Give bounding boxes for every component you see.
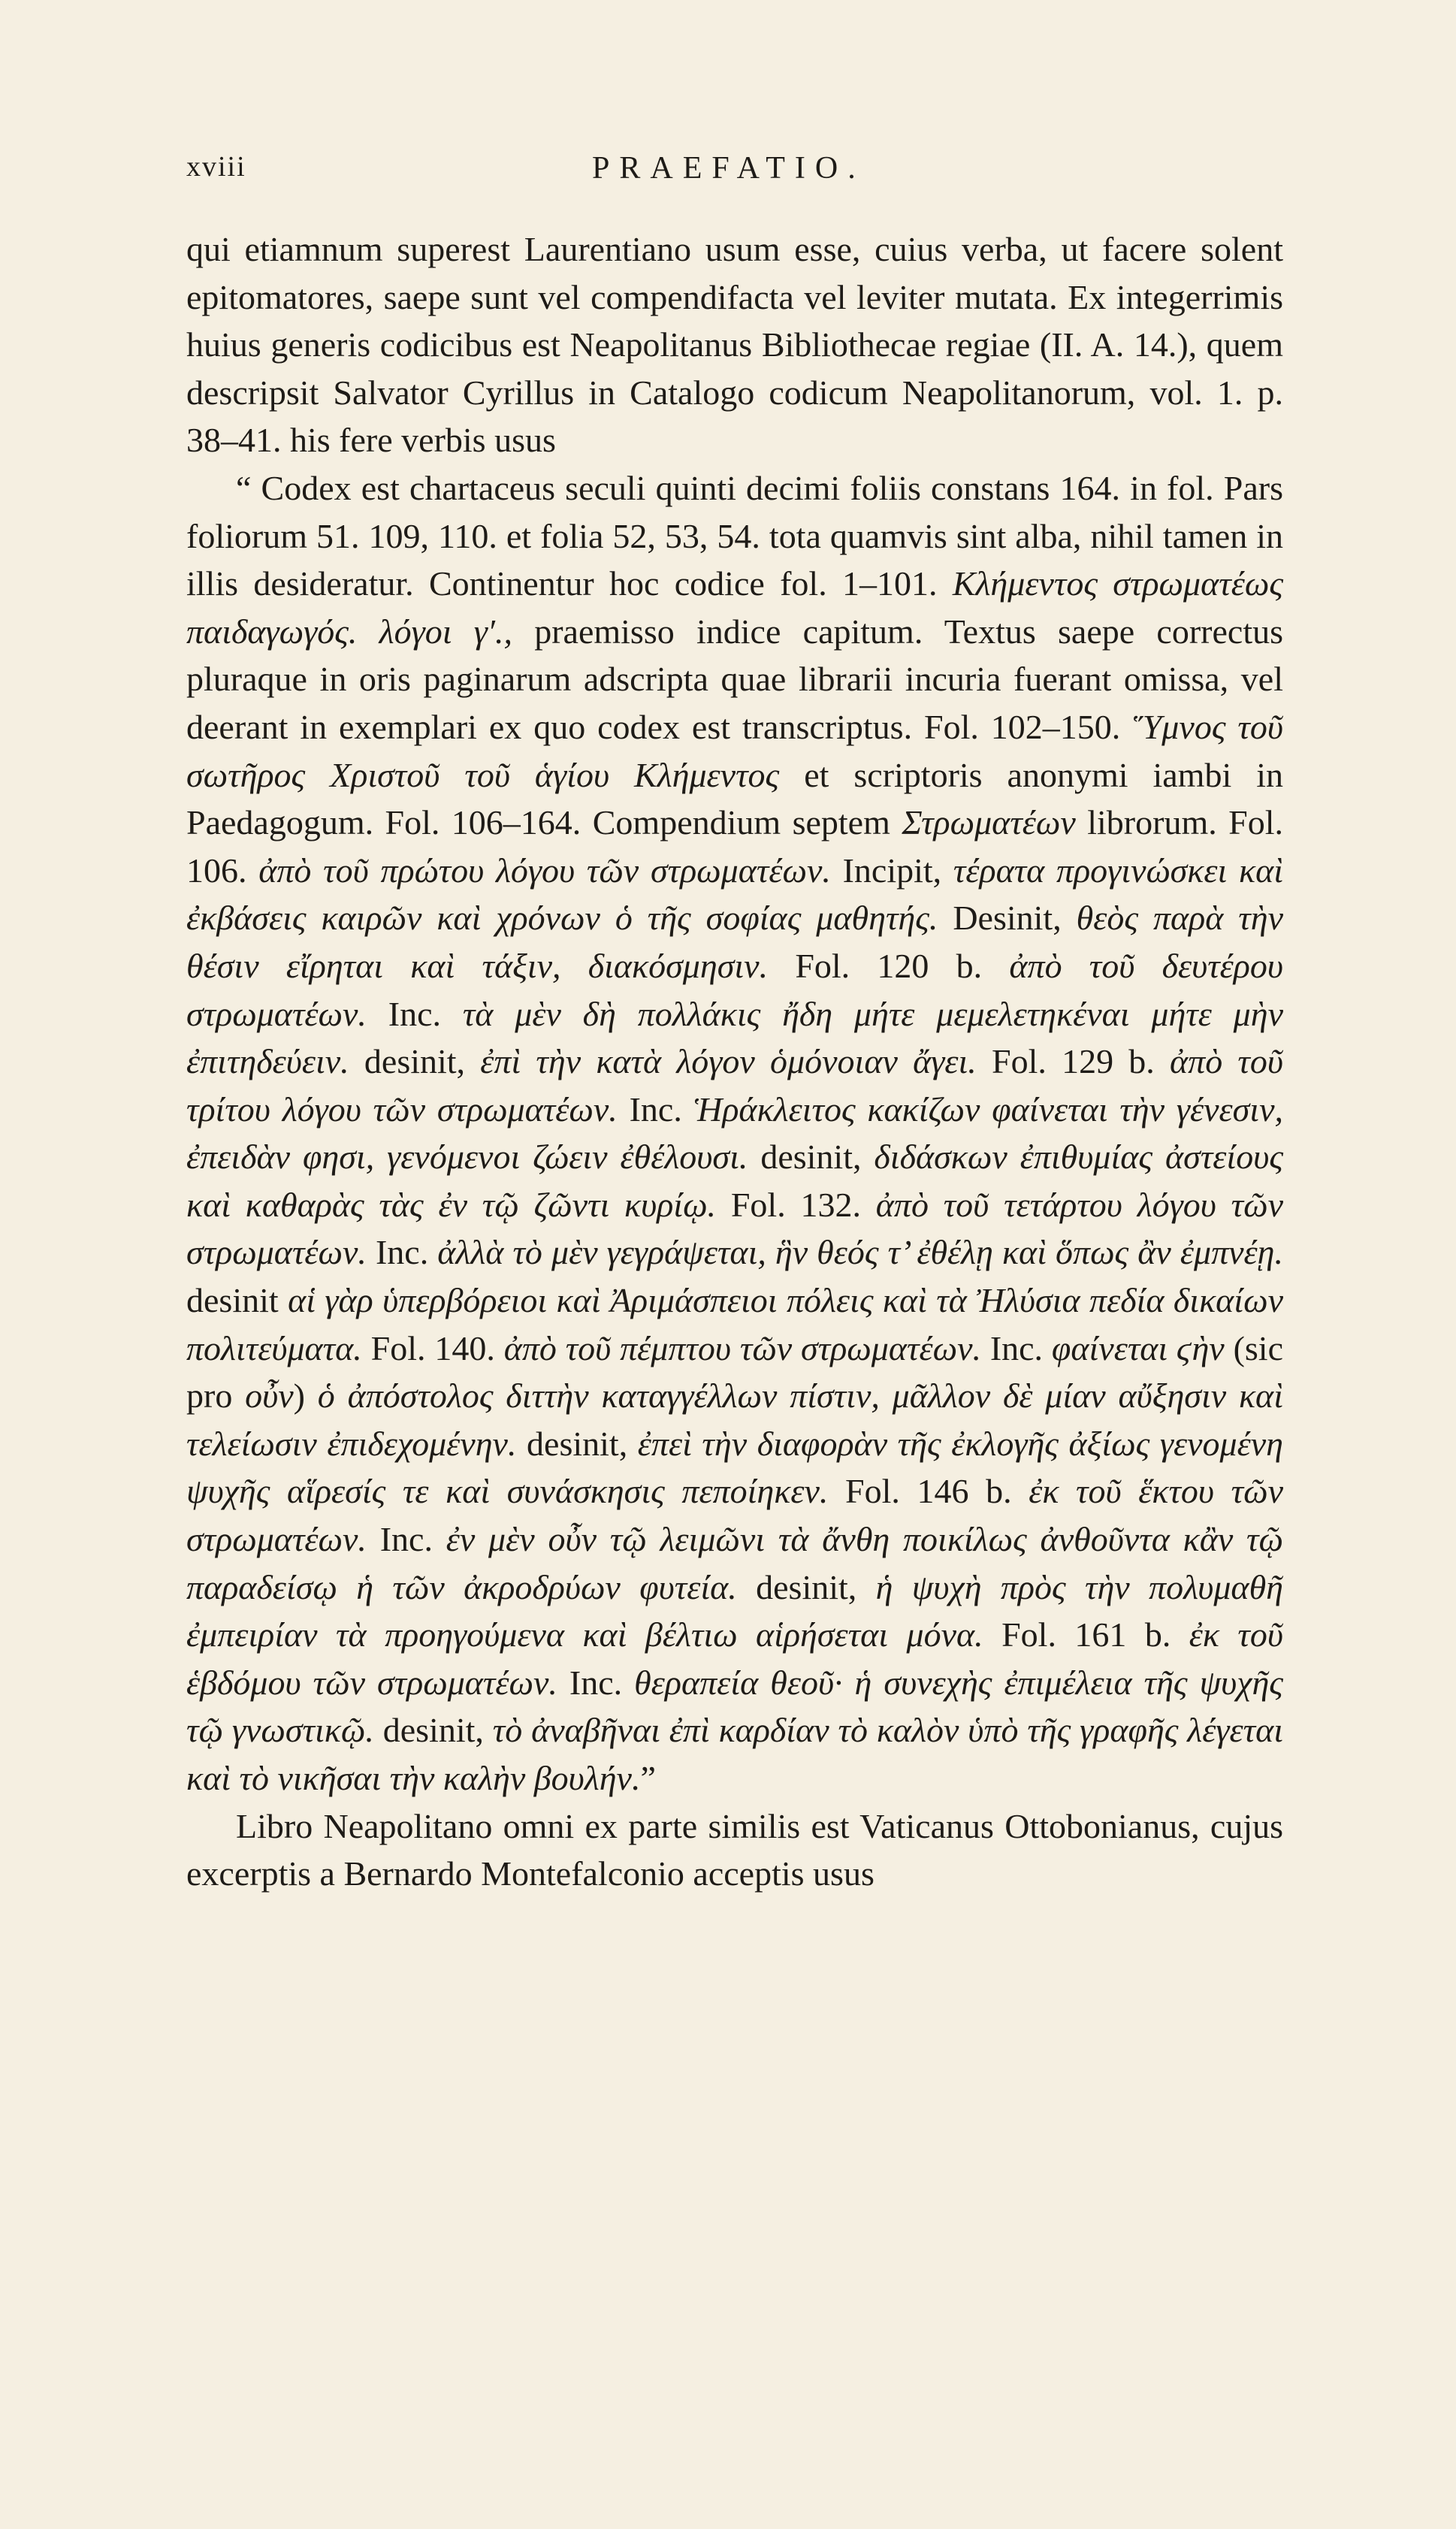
- paragraph-vaticanus: [186, 1802, 1283, 1898]
- greek-text: ἀπὸ τοῦ δευτέρου στρωματέων.: [186, 946, 1283, 1033]
- latin-text: Libro Neapolitano omni ex parte similis est Vaticanus Ottobonianus, cujus excerptis a Bernardo Montefalconio acceptis usus: [186, 1806, 1283, 1893]
- latin-text: Desinit,: [938, 899, 1077, 938]
- greek-text: ἀπὸ τοῦ τρίτου λόγου τῶν στρωματέων.: [186, 1042, 1283, 1129]
- latin-text: et scriptoris anonymi iambi in Paedagogum. Fol. 106–164. Compendium septem: [186, 755, 1283, 842]
- greek-text: θεραπεία θεοῦ· ἡ συνεχὴς ἐπιμέλεια τῆς ψυχῆς τῷ γνωστικῷ.: [186, 1663, 1283, 1750]
- greek-text: διδάσκων ἐπιθυμίας ἀστείους καὶ καθαρὰς τὰς ἐν τῷ ζῶντι κυρίῳ.: [186, 1138, 1283, 1224]
- latin-text: desinit,: [349, 1042, 481, 1081]
- latin-text: Inc.: [557, 1663, 635, 1702]
- greek-text: τὰ μὲν δὴ πολλάκις ἤδη μήτε μεμελετηκέναι μήτε μὴν ἐπιτηδεύειν.: [186, 994, 1283, 1081]
- greek-text: ἐκ τοῦ ἑβδόμου τῶν στρωματέων.: [186, 1615, 1283, 1702]
- latin-text: Fol. 161 b.: [983, 1615, 1189, 1654]
- latin-text: Inc.: [366, 994, 463, 1033]
- greek-text: Κλήμεντος στρωματέως παιδαγωγός. λόγοι γ′.,: [186, 564, 1283, 651]
- greek-text: τέρατα προγινώσκει καὶ ἐκβάσεις καιρῶν καὶ χρόνων ὁ τῆς σοφίας μαθητής.: [186, 851, 1283, 938]
- greek-text: ἀπὸ τοῦ πρώτου λόγου τῶν στρωματέων.: [258, 851, 831, 890]
- latin-text: ”: [640, 1759, 656, 1797]
- latin-text: desinit,: [373, 1711, 493, 1750]
- latin-text: Inc.: [617, 1089, 694, 1129]
- paragraph-codex-quotation: [186, 464, 1283, 1802]
- page-header: [186, 150, 1283, 195]
- greek-text: αἱ γὰρ ὑπερβόρειοι καὶ Ἀριμάσπειοι πόλεις καὶ τὰ Ἠλύσια πεδία δικαίων πολιτεύματα.: [186, 1281, 1283, 1367]
- greek-text: Στρωματέων: [902, 803, 1076, 842]
- greek-text: φαίνεται ϛὴν: [1051, 1328, 1225, 1367]
- latin-text: Inc.: [980, 1328, 1052, 1367]
- paragraph-intro: [186, 225, 1283, 464]
- latin-text: Fol. 129 b.: [976, 1042, 1170, 1081]
- latin-text: Fol. 120 b.: [768, 946, 1010, 985]
- greek-text: ἡ ψυχὴ πρὸς τὴν πολυμαθῆ ἐμπειρίαν τὰ προηγούμενα καὶ βέλτιω αἱρήσεται μόνα.: [186, 1567, 1283, 1654]
- latin-text: desinit,: [748, 1138, 875, 1177]
- greek-text: ἀπὸ τοῦ πέμπτου τῶν στρωματέων.: [503, 1328, 981, 1367]
- greek-text: θεὸς παρὰ τὴν θέσιν εἴρηται καὶ τάξιν, διακόσμησιν.: [186, 899, 1283, 985]
- greek-text: Ἡράκλειτος κακίζων φαίνεται τὴν γένεσιν, ἐπειδὰν φησι, γενόμενοι ζώειν ἐθέλουσι.: [186, 1089, 1283, 1177]
- latin-text: desinit,: [736, 1567, 876, 1606]
- greek-text: ἐκ τοῦ ἕκτου τῶν στρωματέων.: [186, 1472, 1283, 1559]
- greek-text: ὁ ἀπόστολος διττὴν καταγγέλλων πίστιν, μᾶλλον δὲ μίαν αὔξησιν καὶ τελείωσιν ἐπιδεχομένην.: [186, 1376, 1283, 1463]
- latin-text: Fol. 140.: [361, 1328, 504, 1367]
- greek-text: οὖν: [245, 1376, 294, 1416]
- running-title: PRAEFATIO.: [592, 151, 865, 186]
- latin-text: desinit,: [516, 1424, 638, 1463]
- latin-text: (sic pro: [186, 1328, 1283, 1416]
- latin-text: qui etiamnum superest Laurentiano usum esse, cuius verba, ut facere solent epitomatores, saepe sunt vel compendifacta vel leviter mutata. Ex integerrimis huius generis codicibus est Neapolitanus Bibliothecae regiae (II. A. 14.), quem descripsit Salvator Cyrillus in Catalogo codicum Neapolitanorum, vol. 1. p. 38–41. his fere verbis usus: [186, 230, 1283, 460]
- body-text: [186, 225, 1283, 1898]
- greek-text: τὸ ἀναβῆναι ἐπὶ καρδίαν τὸ καλὸν ὑπὸ τῆς γραφῆς λέγεται καὶ τὸ νικῆσαι τὴν καλὴν βουλήν.: [186, 1711, 1283, 1797]
- page-number: xviii: [186, 151, 246, 183]
- greek-text: ἐν μὲν οὖν τῷ λειμῶνι τὰ ἄνθη ποικίλως ἀνθοῦντα κἂν τῷ παραδείσῳ ἡ τῶν ἀκροδρύων φυτεία.: [186, 1520, 1283, 1606]
- latin-text: Incipit,: [830, 851, 953, 890]
- greek-text: ἐπεὶ τὴν διαφορὰν τῆς ἐκλογῆς ἀξίως γενομένη ψυχῆς αἵρεσίς τε καὶ συνάσκησις πεποίηκεν.: [186, 1424, 1283, 1511]
- latin-text: librorum. Fol. 106.: [186, 803, 1284, 890]
- latin-text: desinit: [186, 1281, 288, 1320]
- latin-text: “ Codex est chartaceus seculi quinti decimi foliis constans 164. in fol. Pars foliorum 51. 109, 110. et folia 52, 53, 54. tota quamvis sint alba, nihil tamen in illis desideratur. Continentur hoc codice fol. 1–101.: [186, 468, 1283, 603]
- latin-text: Inc.: [366, 1233, 438, 1272]
- latin-text: Fol. 132.: [716, 1185, 876, 1224]
- greek-text: Ὕμνος τοῦ σωτῆρος Χριστοῦ τοῦ ἁγίου Κλήμεντος: [186, 707, 1283, 794]
- latin-text: ): [293, 1376, 318, 1416]
- latin-text: Fol. 146 b.: [828, 1472, 1029, 1511]
- latin-text: Inc.: [366, 1520, 446, 1559]
- greek-text: ἀλλὰ τὸ μὲν γεγράψεται, ἣν θεός τ’ ἐθέλῃ καὶ ὅπως ἂν ἐμπνέῃ.: [437, 1233, 1283, 1272]
- latin-text: praemisso indice capitum. Textus saepe correctus pluraque in oris paginarum adscripta quae librarii incuria fuerant omissa, vel deerant in exemplari ex quo codex est transcriptus. Fol. 102–150.: [186, 612, 1283, 746]
- greek-text: ἀπὸ τοῦ τετάρτου λόγου τῶν στρωματέων.: [186, 1185, 1283, 1272]
- greek-text: ἐπὶ τὴν κατὰ λόγον ὁμόνοιαν ἄγει.: [480, 1042, 977, 1081]
